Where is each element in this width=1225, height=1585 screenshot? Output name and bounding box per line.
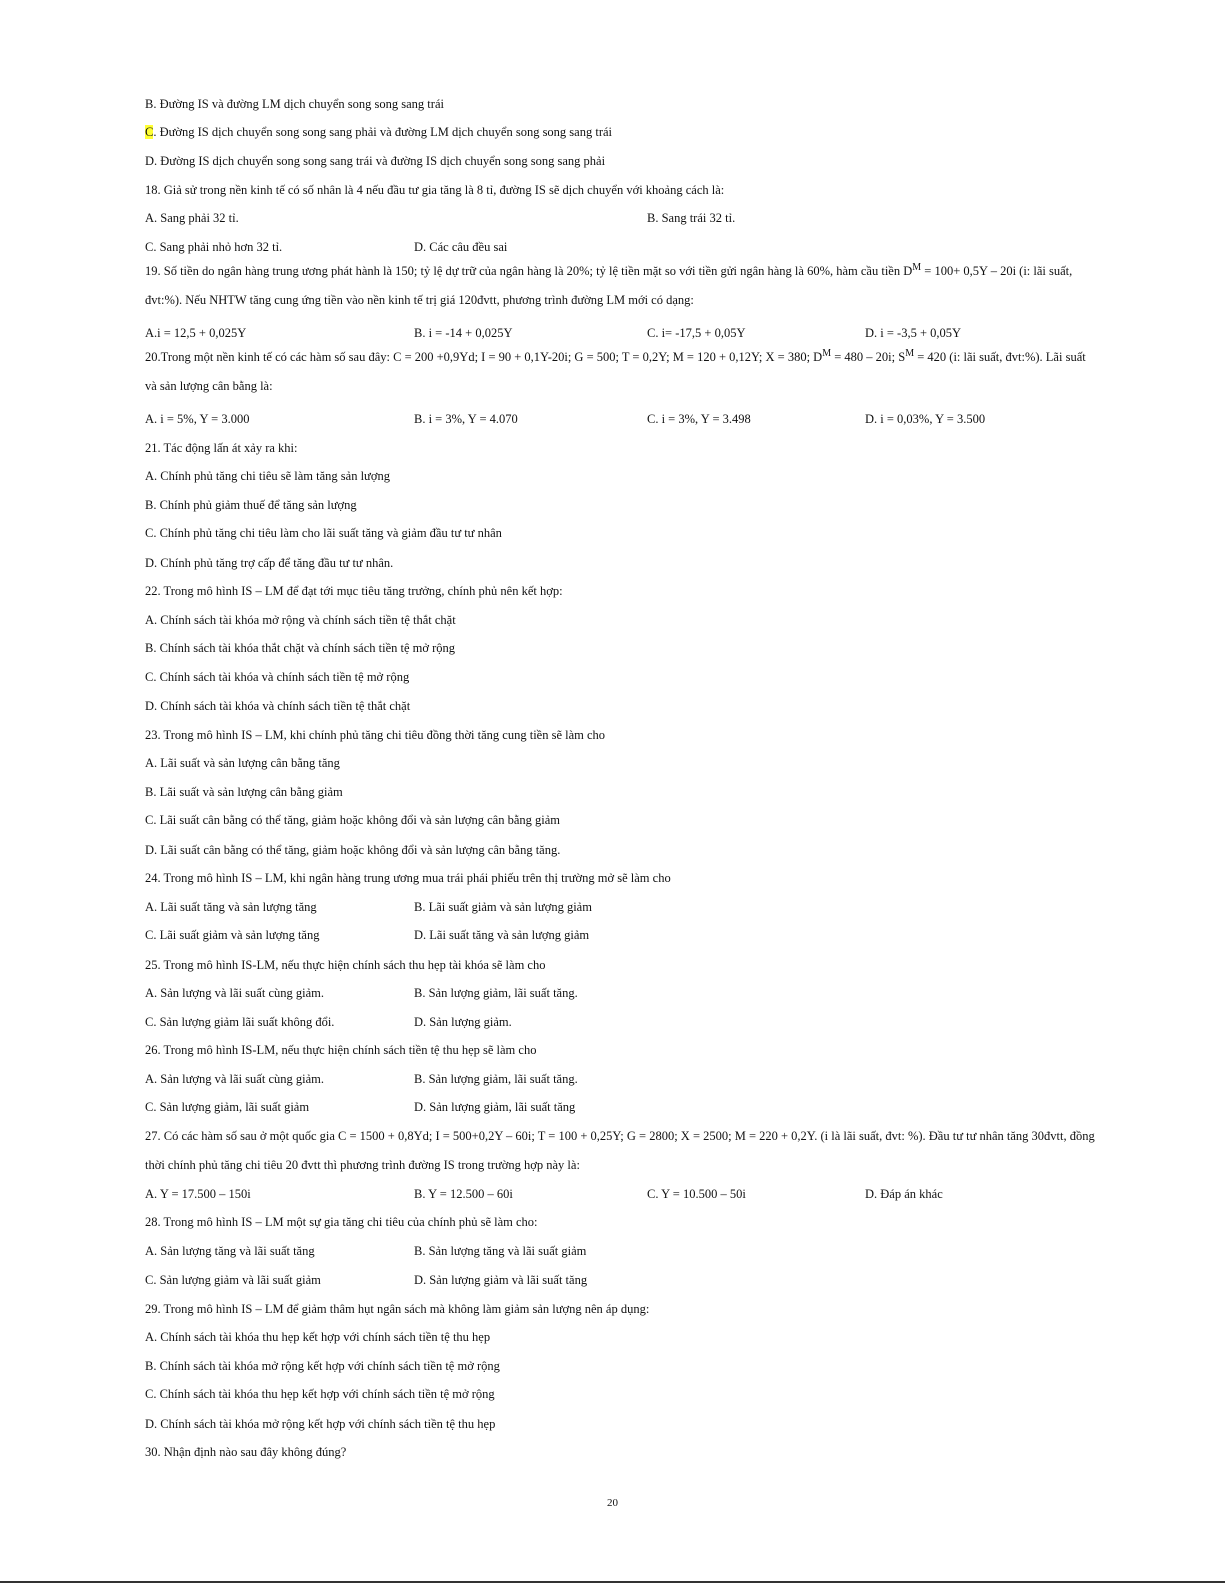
- options-25-row2: C. Sản lượng giảm lãi suất không đổi. D. Sản lượng giảm.: [145, 1015, 512, 1029]
- question-24: 24. Trong mô hình IS – LM, khi ngân hàng trung ương mua trái phái phiếu trên thị trường mở sẽ làm cho: [145, 871, 671, 885]
- question-27: 27. Có các hàm số sau ở một quốc gia C = 1500 + 0,8Yd; I = 500+0,2Y – 60i; T = 100 + 0,25Y; G = 2800; X = 2500; M = 220 + 0,2Y. (i là lãi suất, đvt: %). Đầu tư tư nhân tăng 30đvtt, đồng thời chính phủ tăng chi tiêu 20 đvtt thì phương trình đường IS trong trường hợp này là:: [145, 1129, 1095, 1172]
- option-line: B. Đường IS và đường LM dịch chuyển song song sang trái: [145, 97, 444, 111]
- option-21d: D. Chính phủ tăng trợ cấp để tăng đầu tư tư nhân.: [145, 556, 394, 570]
- question-22: 22. Trong mô hình IS – LM để đạt tới mục tiêu tăng trưởng, chính phủ nên kết hợp:: [145, 584, 563, 598]
- option-22c: C. Chính sách tài khóa và chính sách tiền tệ mở rộng: [145, 670, 410, 684]
- option-23c: C. Lãi suất cân bằng có thể tăng, giảm hoặc không đổi và sản lượng cân bằng giảm: [145, 813, 561, 827]
- option-29a: A. Chính sách tài khóa thu hẹp kết hợp với chính sách tiền tệ thu hẹp: [145, 1330, 491, 1344]
- options-26-row2: C. Sản lượng giảm, lãi suất giảm D. Sản lượng giảm, lãi suất tăng: [145, 1100, 576, 1114]
- question-20: 20.Trong một nền kinh tế có các hàm số sau đây: C = 200 +0,9Yd; I = 90 + 0,1Y-20i; G = 500; T = 0,2Y; M = 120 + 0,12Y; X = 380; $D^M = 480 - 20i$; $S^M = 420$ (i: lãi suất, đvt:%). Lãi suất và sản lượng cân bằng là:: [145, 347, 1086, 393]
- question-23: 23. Trong mô hình IS – LM, khi chính phủ tăng chi tiêu đồng thời tăng cung tiền sẽ làm cho: [145, 728, 606, 742]
- page-bottom-border: [0, 1581, 1225, 1583]
- question-18: 18. Giả sử trong nền kinh tế có số nhân là 4 nếu đầu tư gia tăng là 8 tỉ, đường IS sẽ dịch chuyển với khoảng cách là:: [145, 183, 725, 197]
- options-24-row1: A. Lãi suất tăng và sản lượng tăng B. Lãi suất giảm và sản lượng giảm: [145, 900, 592, 914]
- options-28-row2: C. Sản lượng giảm và lãi suất giảm D. Sản lượng giảm và lãi suất tăng: [145, 1273, 588, 1287]
- option-21a: A. Chính phủ tăng chi tiêu sẽ làm tăng sản lượng: [145, 469, 390, 483]
- option-29b: B. Chính sách tài khóa mở rộng kết hợp với chính sách tiền tệ mở rộng: [145, 1359, 500, 1373]
- option-22a: A. Chính sách tài khóa mở rộng và chính sách tiền tệ thắt chặt: [145, 613, 456, 627]
- option-line: D. Đường IS dịch chuyển song song sang trái và đường IS dịch chuyển song song sang phải: [145, 154, 606, 168]
- question-21: 21. Tác động lấn át xảy ra khi:: [145, 441, 298, 455]
- option-21c: C. Chính phủ tăng chi tiêu làm cho lãi suất tăng và giảm đầu tư tư nhân: [145, 526, 502, 540]
- question-19: 19. Số tiền do ngân hàng trung ương phát hành là 150; tỷ lệ dự trữ của ngân hàng là 20%; tỷ lệ tiền mặt so với tiền gửi ngân hàng là 60%, hàm cầu tiền $D^M = 100+ 0,5Y - 20i$ (i: lãi suất, đvt:%). Nếu NHTW tăng cung ứng tiền vào nền kinh tế trị giá 120đvtt, phương trình đường LM mới có dạng:: [145, 261, 1073, 307]
- option-22d: D. Chính sách tài khóa và chính sách tiền tệ thắt chặt: [145, 699, 411, 713]
- options-18-row1: A. Sang phải 32 tỉ. B. Sang trái 32 tỉ.: [145, 211, 736, 225]
- options-25-row1: A. Sản lượng và lãi suất cùng giảm. B. Sản lượng giảm, lãi suất tăng.: [145, 986, 578, 1000]
- option-23a: A. Lãi suất và sản lượng cân bằng tăng: [145, 756, 340, 770]
- options-20: A. i = 5%, Y = 3.000 B. i = 3%, Y = 4.070 C. i = 3%, Y = 3.498 D. i = 0,03%, Y = 3.500: [145, 412, 986, 426]
- question-30: 30. Nhận định nào sau đây không đúng?: [145, 1445, 347, 1459]
- option-22b: B. Chính sách tài khóa thắt chặt và chính sách tiền tệ mở rộng: [145, 641, 456, 655]
- option-29c: C. Chính sách tài khóa thu hẹp kết hợp với chính sách tiền tệ mở rộng: [145, 1387, 495, 1401]
- question-29: 29. Trong mô hình IS – LM để giảm thâm hụt ngân sách mà không làm giảm sản lượng nên áp dụng:: [145, 1302, 650, 1316]
- question-26: 26. Trong mô hình IS-LM, nếu thực hiện chính sách tiền tệ thu hẹp sẽ làm cho: [145, 1043, 537, 1057]
- options-24-row2: C. Lãi suất giảm và sản lượng tăng D. Lãi suất tăng và sản lượng giảm: [145, 928, 590, 942]
- option-23b: B. Lãi suất và sản lượng cân bằng giảm: [145, 785, 343, 799]
- options-19: A.i = 12,5 + 0,025Y B. i = -14 + 0,025Y C. i= -17,5 + 0,05Y D. i = -3,5 + 0,05Y: [145, 326, 962, 340]
- question-28: 28. Trong mô hình IS – LM một sự gia tăng chi tiêu của chính phủ sẽ làm cho:: [145, 1215, 538, 1229]
- option-29d: D. Chính sách tài khóa mở rộng kết hợp với chính sách tiền tệ thu hẹp: [145, 1417, 496, 1431]
- options-27: A. Y = 17.500 – 150i B. Y = 12.500 – 60i C. Y = 10.500 – 50i D. Đáp án khác: [145, 1187, 943, 1201]
- options-28-row1: A. Sản lượng tăng và lãi suất tăng B. Sản lượng tăng và lãi suất giảm: [145, 1244, 587, 1258]
- option-line-highlighted: C. Đường IS dịch chuyển song song sang phải và đường LM dịch chuyển song song sang trái: [145, 125, 612, 139]
- option-23d: D. Lãi suất cân bằng có thể tăng, giảm hoặc không đổi và sản lượng cân bằng tăng.: [145, 843, 561, 857]
- option-21b: B. Chính phủ giảm thuế để tăng sản lượng: [145, 498, 357, 512]
- options-18-row2: C. Sang phải nhỏ hơn 32 tỉ. D. Các câu đều sai: [145, 240, 508, 254]
- options-26-row1: A. Sản lượng và lãi suất cùng giảm. B. Sản lượng giảm, lãi suất tăng.: [145, 1072, 578, 1086]
- highlight-marker: C: [145, 125, 154, 139]
- page-number: 20: [607, 1497, 618, 1509]
- question-25: 25. Trong mô hình IS-LM, nếu thực hiện chính sách thu hẹp tài khóa sẽ làm cho: [145, 958, 546, 972]
